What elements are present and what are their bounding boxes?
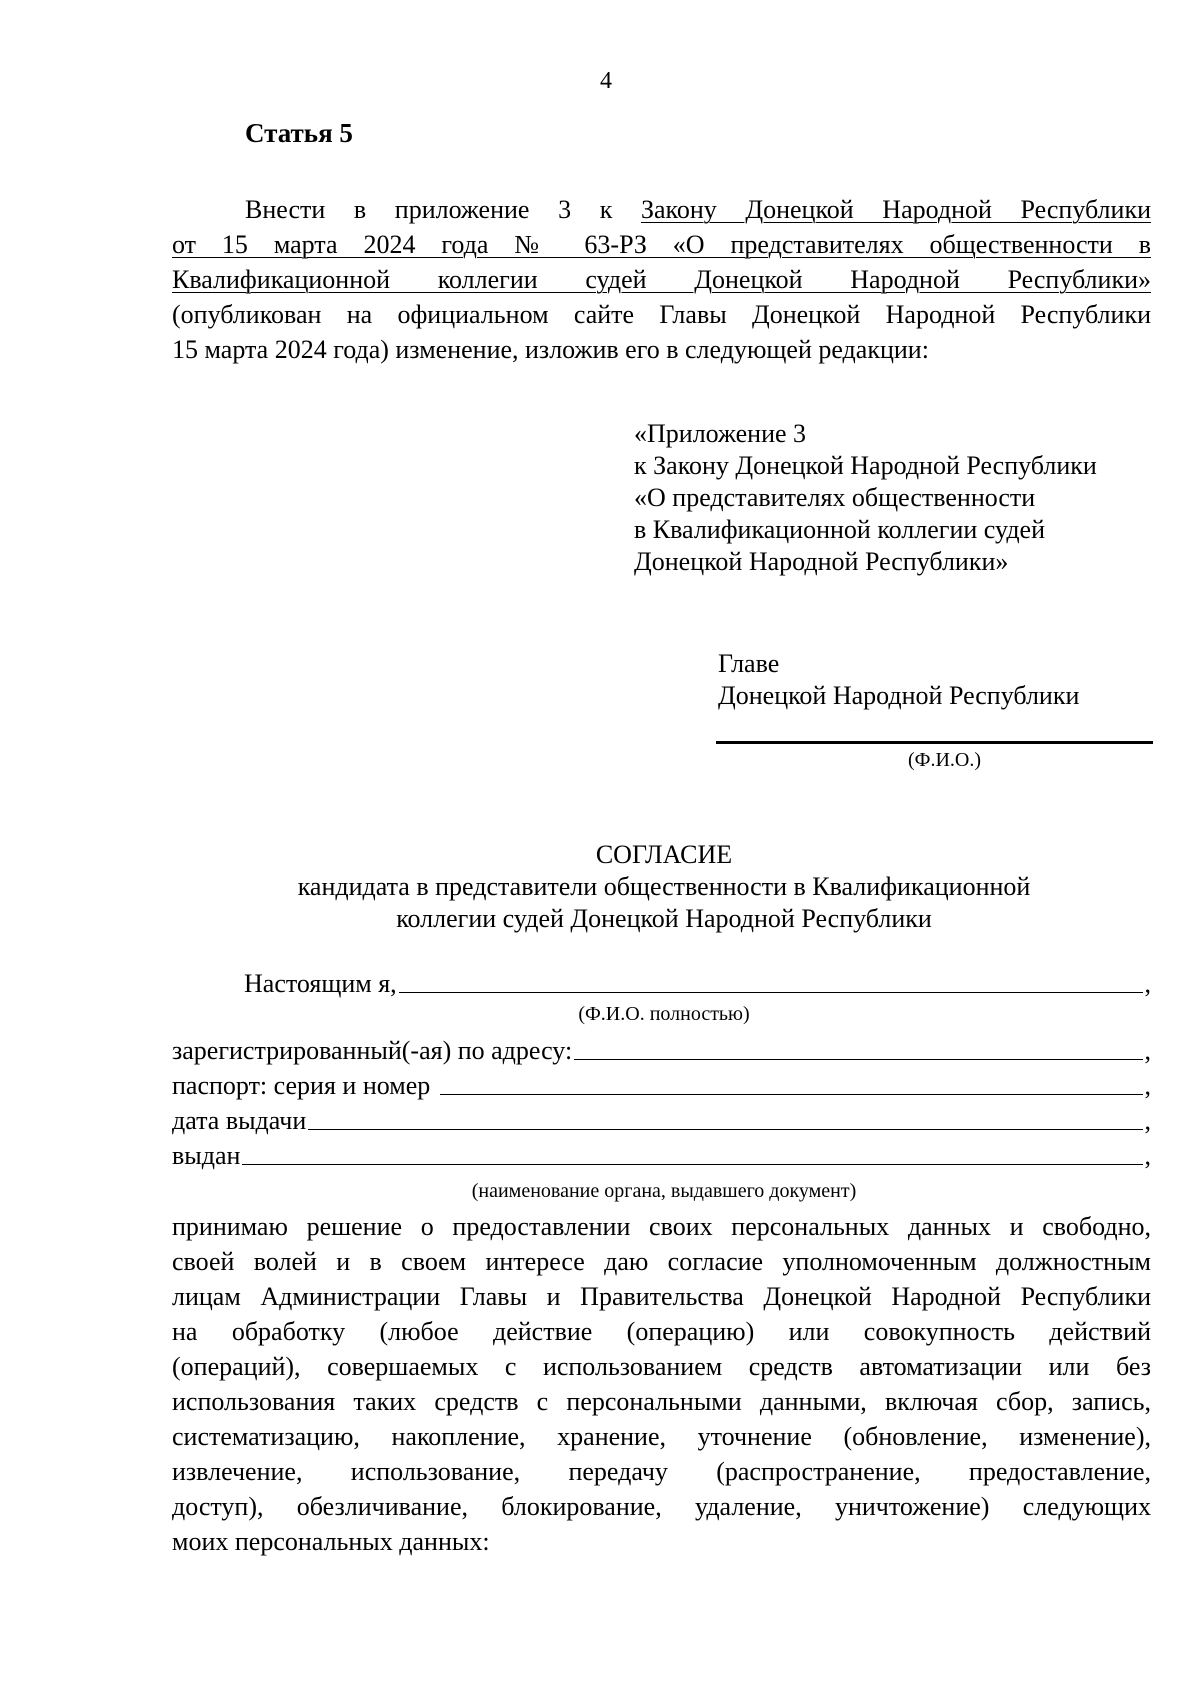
issue-date-field[interactable] xyxy=(308,1128,1142,1130)
passport-field[interactable] xyxy=(440,1093,1142,1095)
consent-line: моих персональных данных: xyxy=(172,1527,490,1556)
article-heading: Статья 5 xyxy=(245,118,353,148)
law-link[interactable]: Квалификационной коллегии судей Донецкой Народной Республики» xyxy=(172,265,1151,294)
appendix-stamp xyxy=(634,418,1097,578)
intro-line: 15 марта 2024 года) изменение, изложив его в следующей редакции: xyxy=(172,335,929,364)
stamp-line: к Закону Донецкой Народной Республики xyxy=(634,451,1097,480)
intro-text: Внести в приложение 3 к xyxy=(245,195,641,224)
stamp-line: в Квалификационной коллегии судей xyxy=(634,515,1046,544)
consent-title: СОГЛАСИЕ xyxy=(595,840,733,869)
addressee-line: Донецкой Народной Республики xyxy=(718,681,1080,710)
issued-by-field[interactable] xyxy=(242,1163,1142,1165)
law-link[interactable]: Закону Донецкой Народной Республики xyxy=(640,195,1151,224)
issued-by-caption: (наименование органа, выдавшего документ) xyxy=(471,1180,857,1202)
consent-subtitle: коллегии судей Донецкой Народной Республики xyxy=(396,904,932,933)
issued-by-label: выдан xyxy=(172,1141,241,1170)
intro-line: (опубликован на официальном сайте Главы Донецкой Народной Республики xyxy=(172,300,1151,329)
intro-line xyxy=(172,192,1151,227)
consent-subtitle: кандидата в представители общественности в Квалификационной xyxy=(297,872,1031,901)
form-issue-date-row xyxy=(172,1103,1151,1138)
page-number: 4 xyxy=(600,68,612,94)
intro-paragraph xyxy=(172,192,1151,367)
line-end: , xyxy=(1144,1106,1151,1135)
name-caption: (Ф.И.О. полностью) xyxy=(578,1003,750,1025)
addressee xyxy=(718,648,1079,712)
consent-line: систематизацию, накопление, хранение, уточнение (обновление, изменение), xyxy=(172,1422,1151,1451)
consent-line: доступ), обезличивание, блокирование, удаление, уничтожение) следующих xyxy=(172,1492,1151,1521)
addressee-line: Главе xyxy=(718,649,780,678)
line-end: , xyxy=(1144,1036,1151,1065)
form-name-row xyxy=(172,966,1151,1001)
consent-line: использования таких средств с персональными данными, включая сбор, запись, xyxy=(172,1387,1151,1416)
address-label: зарегистрированный(-ая) по адресу: xyxy=(172,1036,573,1065)
consent-line: извлечение, использование, передачу (распространение, предоставление, xyxy=(172,1457,1151,1486)
line-end: , xyxy=(1144,969,1151,998)
full-name-field[interactable] xyxy=(399,991,1143,993)
passport-label: паспорт: серия и номер xyxy=(172,1071,431,1100)
stamp-line: «Приложение 3 xyxy=(634,419,807,448)
consent-body xyxy=(172,1209,1151,1559)
stamp-line: Донецкой Народной Республики» xyxy=(634,547,1009,576)
signature-name-field[interactable] xyxy=(716,741,1153,744)
form-address-row xyxy=(172,1033,1151,1068)
signature-caption: (Ф.И.О.) xyxy=(908,749,982,771)
consent-line: на обработку (любое действие (операцию) или совокупность действий xyxy=(172,1317,1151,1346)
line-end: , xyxy=(1144,1071,1151,1100)
form-passport-row xyxy=(172,1068,1151,1103)
consent-line: лицам Администрации Главы и Правительства Донецкой Народной Республики xyxy=(172,1282,1151,1311)
line-end: , xyxy=(1144,1141,1151,1170)
law-link[interactable]: от 15 марта 2024 года № 63-РЗ «О представителях общественности в xyxy=(172,230,1151,259)
consent-line: принимаю решение о предоставлении своих персональных данных и свободно, xyxy=(172,1212,1151,1241)
form-issued-by-row xyxy=(172,1138,1151,1173)
name-label: Настоящим я, xyxy=(244,969,397,998)
stamp-line: «О представителях общественности xyxy=(634,483,1036,512)
issue-date-label: дата выдачи xyxy=(172,1106,307,1135)
consent-line: (операций), совершаемых с использованием средств автоматизации или без xyxy=(172,1352,1151,1381)
address-field[interactable] xyxy=(574,1058,1142,1060)
consent-line: своей волей и в своем интересе даю согласие уполномоченным должностным xyxy=(172,1247,1151,1276)
